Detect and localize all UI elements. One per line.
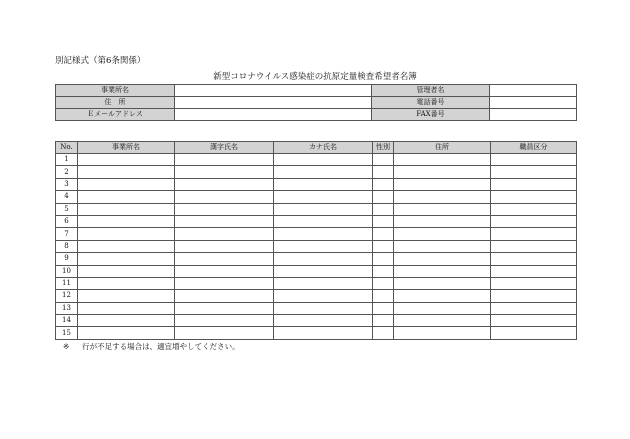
staff-category-cell[interactable] [491,253,577,265]
kanji-name-cell[interactable] [175,178,274,190]
address-cell[interactable] [394,166,491,178]
header-kana-name: カナ氏名 [274,142,373,154]
manager-name-field[interactable] [490,85,577,97]
kanji-name-cell[interactable] [175,215,274,227]
header-kanji-name: 漢字氏名 [175,142,274,154]
office-name-cell[interactable] [78,290,175,302]
office-name-cell[interactable] [78,302,175,314]
kanji-name-cell[interactable] [175,315,274,327]
footnote [63,342,240,352]
row-number: 13 [56,302,78,314]
table-row [56,154,577,166]
table-row [56,253,577,265]
gender-cell[interactable] [373,166,394,178]
kanji-name-cell[interactable] [175,327,274,339]
office-name-cell[interactable] [78,191,175,203]
address-cell[interactable] [394,302,491,314]
email-label: Ｅメールアドレス [56,109,175,121]
office-name-cell[interactable] [78,178,175,190]
gender-cell[interactable] [373,228,394,240]
fax-label: FAX番号 [372,109,490,121]
table-row [56,203,577,215]
office-name-label: 事業所名 [56,85,175,97]
manager-name-label: 管理者名 [372,85,490,97]
row-number: 8 [56,240,78,252]
gender-cell[interactable] [373,178,394,190]
address-label: 住 所 [56,97,175,109]
staff-category-cell[interactable] [491,277,577,289]
gender-cell[interactable] [373,253,394,265]
kanji-name-cell[interactable] [175,277,274,289]
table-row [56,178,577,190]
row-number: 14 [56,315,78,327]
row-number: 7 [56,228,78,240]
fax-field[interactable] [490,109,577,121]
kana-name-cell[interactable] [274,315,373,327]
address-cell[interactable] [394,253,491,265]
kana-name-cell[interactable] [274,240,373,252]
table-row [56,215,577,227]
staff-category-cell[interactable] [491,166,577,178]
kana-name-cell[interactable] [274,277,373,289]
phone-field[interactable] [490,97,577,109]
address-cell[interactable] [394,215,491,227]
table-row [56,191,577,203]
info-row-address [56,97,577,109]
gender-cell[interactable] [373,154,394,166]
address-field[interactable] [175,97,372,109]
office-name-field[interactable] [175,85,372,97]
staff-category-cell[interactable] [491,290,577,302]
table-row [56,166,577,178]
table-row [56,290,577,302]
phone-label: 電話番号 [372,97,490,109]
table-row [56,315,577,327]
kana-name-cell[interactable] [274,215,373,227]
kanji-name-cell[interactable] [175,191,274,203]
row-number: 12 [56,290,78,302]
address-cell[interactable] [394,178,491,190]
header-gender: 性別 [373,142,394,154]
gender-cell[interactable] [373,191,394,203]
office-name-cell[interactable] [78,154,175,166]
kana-name-cell[interactable] [274,203,373,215]
kanji-name-cell[interactable] [175,240,274,252]
kana-name-cell[interactable] [274,302,373,314]
info-row-office [56,85,577,97]
table-row [56,265,577,277]
header-staff-category: 職員区分 [491,142,577,154]
gender-cell[interactable] [373,315,394,327]
staff-category-cell[interactable] [491,215,577,227]
address-cell[interactable] [394,240,491,252]
kanji-name-cell[interactable] [175,203,274,215]
kana-name-cell[interactable] [274,327,373,339]
header-office-name: 事業所名 [78,142,175,154]
office-name-cell[interactable] [78,265,175,277]
staff-category-cell[interactable] [491,265,577,277]
row-number: 6 [56,215,78,227]
address-cell[interactable] [394,265,491,277]
kana-name-cell[interactable] [274,154,373,166]
row-number: 4 [56,191,78,203]
office-name-cell[interactable] [78,253,175,265]
kana-name-cell[interactable] [274,191,373,203]
staff-category-cell[interactable] [491,228,577,240]
table-row [56,240,577,252]
staff-category-cell[interactable] [491,178,577,190]
office-name-cell[interactable] [78,228,175,240]
row-number: 3 [56,178,78,190]
staff-category-cell[interactable] [491,191,577,203]
table-row [56,277,577,289]
kana-name-cell[interactable] [274,228,373,240]
address-cell[interactable] [394,154,491,166]
kana-name-cell[interactable] [274,265,373,277]
address-cell[interactable] [394,290,491,302]
staff-category-cell[interactable] [491,302,577,314]
gender-cell[interactable] [373,215,394,227]
form-reference: 別記様式（第6条関係） [55,56,146,66]
gender-cell[interactable] [373,327,394,339]
table-row [56,327,577,339]
header-address: 住所 [394,142,491,154]
note-text: 行が不足する場合は、適宜増やしてください。 [82,342,240,351]
kana-name-cell[interactable] [274,166,373,178]
kana-name-cell[interactable] [274,178,373,190]
address-cell[interactable] [394,191,491,203]
row-number: 9 [56,253,78,265]
row-number: 5 [56,203,78,215]
email-field[interactable] [175,109,372,121]
gender-cell[interactable] [373,277,394,289]
table-row [56,228,577,240]
gender-cell[interactable] [373,265,394,277]
gender-cell[interactable] [373,240,394,252]
staff-category-cell[interactable] [491,203,577,215]
office-name-cell[interactable] [78,327,175,339]
staff-category-cell[interactable] [491,240,577,252]
office-name-cell[interactable] [78,240,175,252]
gender-cell[interactable] [373,203,394,215]
table-row [56,302,577,314]
staff-category-cell[interactable] [491,154,577,166]
address-cell[interactable] [394,203,491,215]
address-cell[interactable] [394,327,491,339]
office-name-cell[interactable] [78,315,175,327]
kana-name-cell[interactable] [274,253,373,265]
row-number: 11 [56,277,78,289]
office-name-cell[interactable] [78,166,175,178]
kanji-name-cell[interactable] [175,154,274,166]
kana-name-cell[interactable] [274,290,373,302]
kanji-name-cell[interactable] [175,265,274,277]
kanji-name-cell[interactable] [175,166,274,178]
address-cell[interactable] [394,277,491,289]
applicant-list-table [55,141,577,340]
office-name-cell[interactable] [78,215,175,227]
office-name-cell[interactable] [78,277,175,289]
applicant-info-table [55,84,577,121]
gender-cell[interactable] [373,290,394,302]
kanji-name-cell[interactable] [175,302,274,314]
address-cell[interactable] [394,315,491,327]
kanji-name-cell[interactable] [175,228,274,240]
gender-cell[interactable] [373,302,394,314]
list-body [56,154,577,340]
info-row-email [56,109,577,121]
list-header-row [56,142,577,154]
kanji-name-cell[interactable] [175,290,274,302]
row-number: 10 [56,265,78,277]
staff-category-cell[interactable] [491,327,577,339]
row-number: 2 [56,166,78,178]
kanji-name-cell[interactable] [175,253,274,265]
document-title: 新型コロナウイルス感染症の抗原定量検査希望者名簿 [213,72,417,82]
address-cell[interactable] [394,228,491,240]
header-no: No. [56,142,78,154]
note-mark: ※ [63,342,70,351]
office-name-cell[interactable] [78,203,175,215]
row-number: 1 [56,154,78,166]
staff-category-cell[interactable] [491,315,577,327]
row-number: 15 [56,327,78,339]
